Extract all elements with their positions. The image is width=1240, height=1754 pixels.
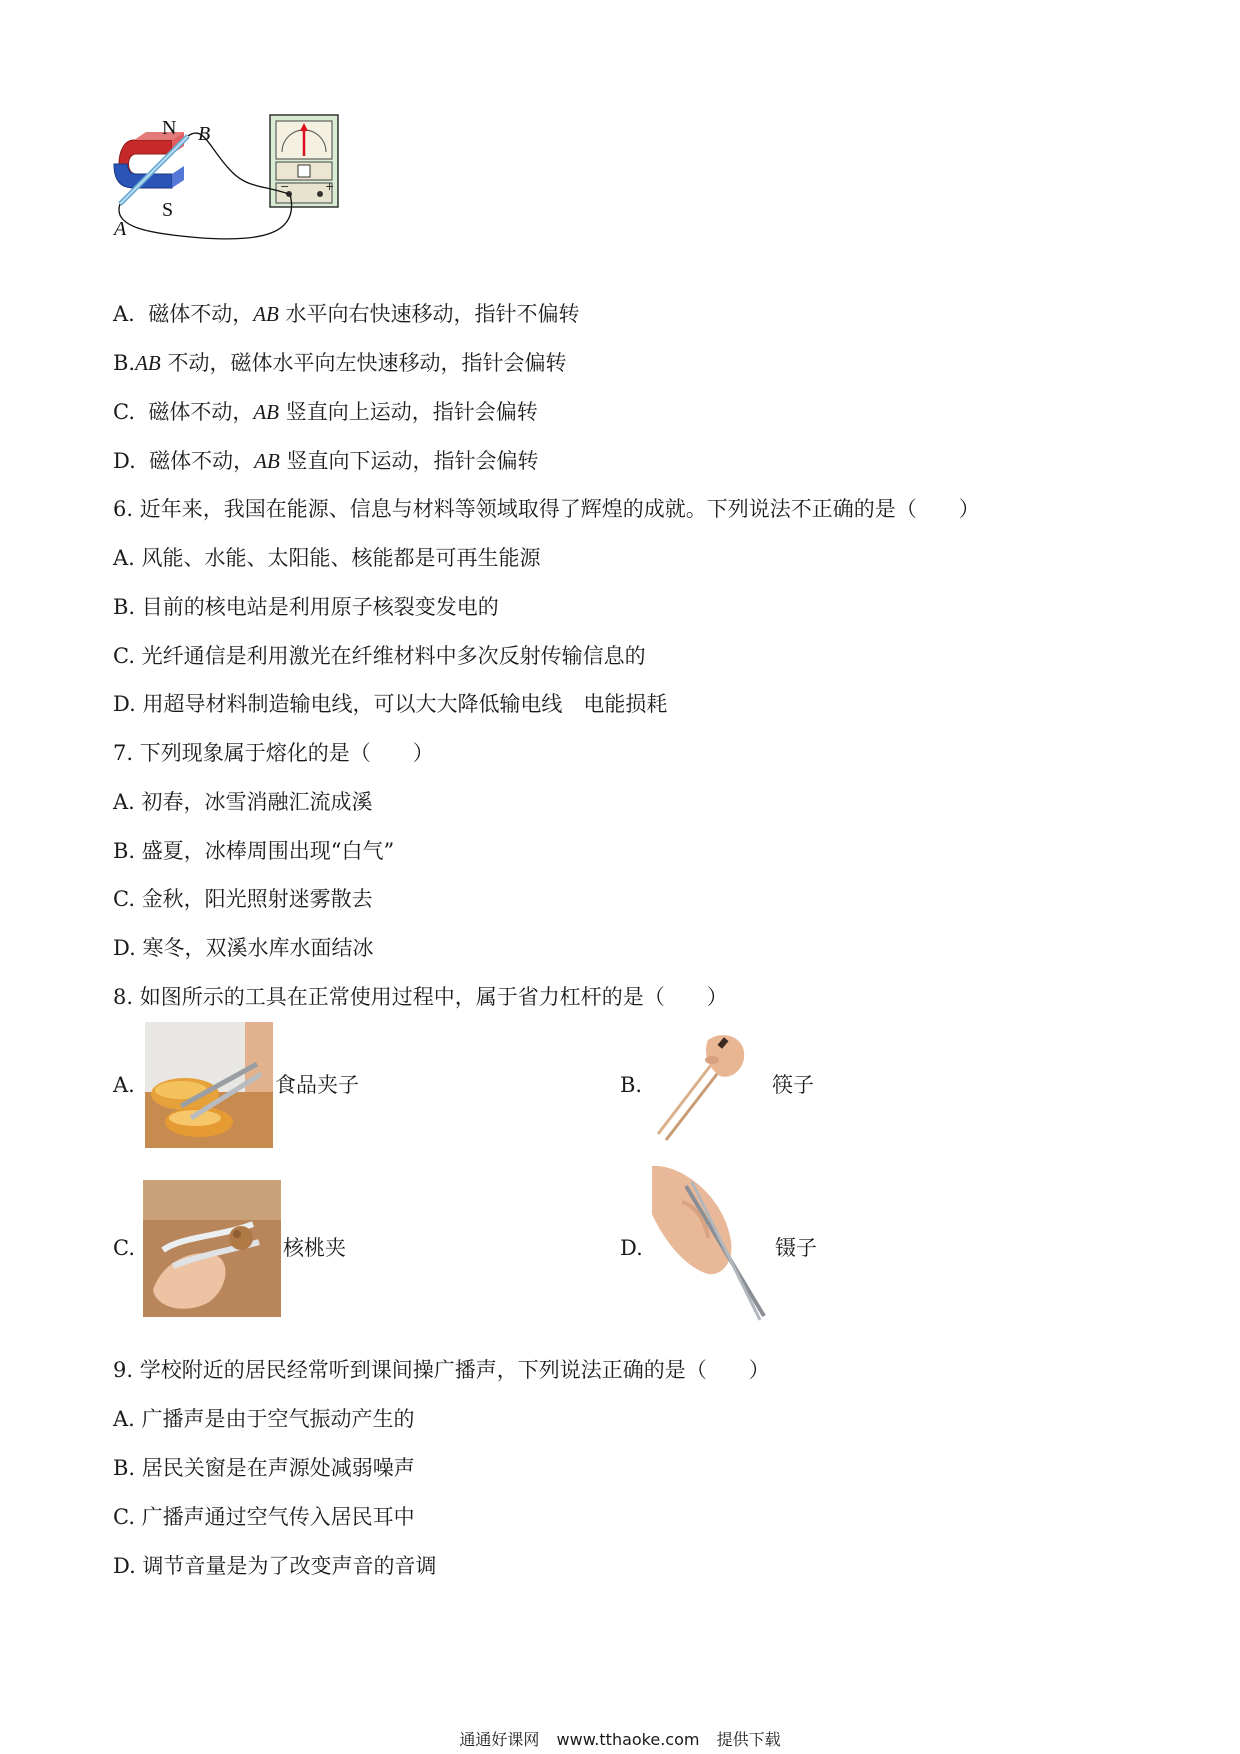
- page-footer: [0, 1727, 1240, 1750]
- label-s: S: [162, 199, 174, 221]
- label-n: N: [162, 117, 177, 139]
- q6-stem: 6. 近年来，我国在能源、信息与材料等领域取得了辉煌的成就。下列说法不正确的是（ ）: [113, 497, 980, 521]
- horseshoe-magnet: [114, 132, 184, 188]
- q7-option-a: A. 初春，冰雪消融汇流成溪: [113, 790, 373, 814]
- magnet-galvanometer-figure: [112, 110, 352, 275]
- q8-option-c-label: 核桃夹: [283, 1236, 346, 1260]
- footer-url[interactable]: www.tthaoke.com: [556, 1730, 700, 1749]
- chopsticks-image: [652, 1030, 772, 1142]
- q8-option-b-label: 筷子: [772, 1073, 814, 1097]
- q8-option-d-label: 镊子: [775, 1236, 817, 1260]
- q6-option-c: C. 光纤通信是利用激光在纤维材料中多次反射传输信息的: [113, 644, 646, 668]
- label-a: A: [114, 218, 127, 240]
- q8-option-a-letter: A.: [113, 1073, 135, 1097]
- q5-option-a: A. 磁体不动，AB 水平向右快速移动，指针不偏转: [113, 302, 580, 326]
- q9-option-b: B. 居民关窗是在声源处减弱噪声: [113, 1456, 415, 1480]
- q5-option-d: D. 磁体不动，AB 竖直向下运动，指针会偏转: [113, 449, 539, 473]
- q9-option-c: C. 广播声通过空气传入居民耳中: [113, 1505, 415, 1529]
- galvanometer: [270, 115, 338, 207]
- q9-option-a: A. 广播声是由于空气振动产生的: [113, 1407, 415, 1431]
- q8-option-d-letter: D.: [620, 1236, 643, 1260]
- q8-stem: 8. 如图所示的工具在正常使用过程中，属于省力杠杆的是（ ）: [113, 985, 728, 1009]
- q9-stem: 9. 学校附近的居民经常听到课间操广播声，下列说法正确的是（ ）: [113, 1358, 770, 1382]
- q7-option-d: D. 寒冬，双溪水库水面结冰: [113, 936, 374, 960]
- tweezers-image: [652, 1166, 770, 1326]
- q8-option-c-letter: C.: [113, 1236, 135, 1260]
- label-b: B: [198, 123, 211, 145]
- q5-option-b: B.AB 不动，磁体水平向左快速移动，指针会偏转: [113, 351, 567, 375]
- q7-option-b: B. 盛夏，冰棒周围出现“白气”: [113, 839, 395, 863]
- q8-option-a-label: 食品夹子: [275, 1073, 359, 1097]
- galvanometer-plus-label: +: [325, 180, 335, 193]
- footer-suffix: 提供下载: [716, 1730, 781, 1749]
- q6-option-d: D. 用超导材料制造输电线，可以大大降低输电线 电能损耗: [113, 692, 668, 716]
- q5-option-c: C. 磁体不动，AB 竖直向上运动，指针会偏转: [113, 400, 538, 424]
- q7-stem: 7. 下列现象属于熔化的是（ ）: [113, 741, 434, 765]
- q6-option-a: A. 风能、水能、太阳能、核能都是可再生能源: [113, 546, 541, 570]
- galvanometer-minus-label: −: [280, 180, 290, 193]
- q6-option-b: B. 目前的核电站是利用原子核裂变发电的: [113, 595, 499, 619]
- footer-site-name: 通通好课网: [459, 1730, 540, 1749]
- q7-option-c: C. 金秋，阳光照射迷雾散去: [113, 887, 373, 911]
- q9-option-d: D. 调节音量是为了改变声音的音调: [113, 1554, 437, 1578]
- food-tongs-image: [145, 1022, 273, 1148]
- q8-option-b-letter: B.: [620, 1073, 643, 1097]
- walnut-cracker-image: [143, 1180, 281, 1317]
